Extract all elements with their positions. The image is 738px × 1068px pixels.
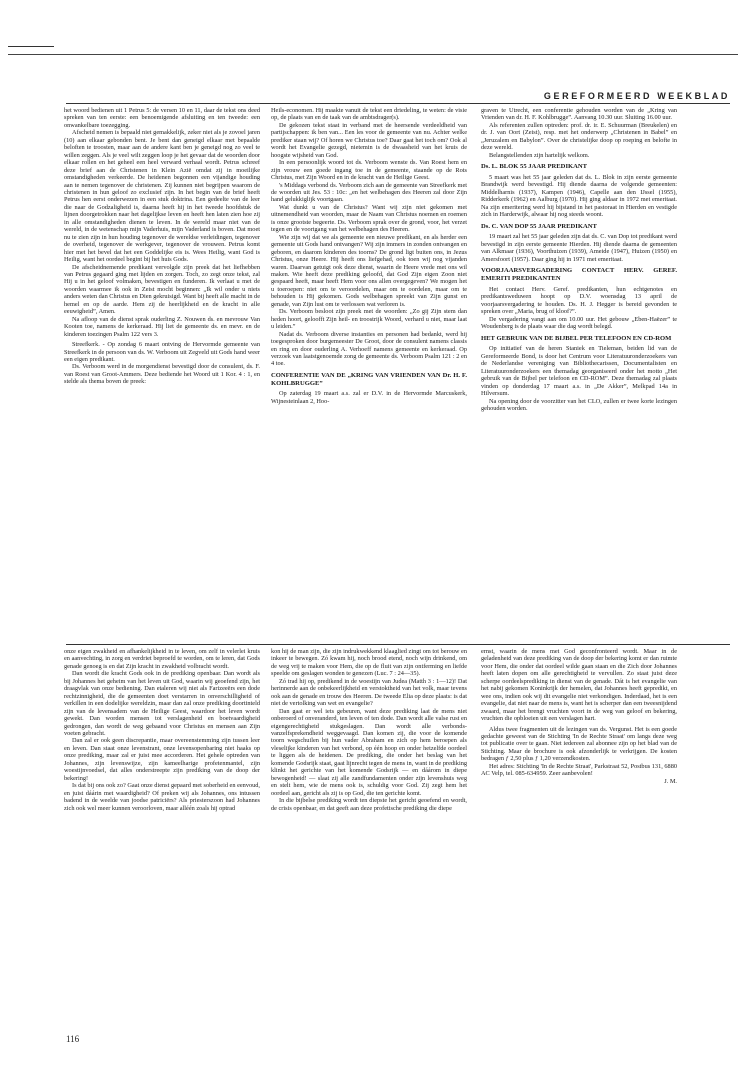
paragraph: Dan zal er ook geen discrepantie, maar overeenstemming zijn tussen leer en leven. Dan staat onze levenstrant, onze levensopenbaring niet haaks op onze prediking, maar zal er juist mee accorderen. Het gehele optreden van Johannes, zijn levenswijze, zijn kameelharige profetenmantel, zijn woestijnvoedsel, dat alles onderstreepte zijn prediking van de doop der bekering! [64, 737, 260, 782]
paragraph: In die bijbelse prediking wordt ten diepste het gericht geoefend en wordt, de crisis openbaar, en dat geeft aan deze profetische prediking die diepe [271, 797, 467, 812]
paragraph: Aldus twee fragmenten uit de lezingen van ds. Vergunst. Het is een goede gedachte geweest van de Stichting 'In de Rechte Straat' om langs deze weg tot publicatie over te gaan. Niet iedereen zal abonnee zijn op het blad van de Stichting. Maar de brochure is ook afzonderlijk te verkrijgen. De kosten bedragen ƒ 2,50 plus ƒ 1,20 verzendkosten. [481, 725, 677, 763]
section-heading: Ds. C. VAN DOP 55 JAAR PREDIKANT [481, 222, 597, 230]
author-initials: J. M. [664, 777, 677, 785]
paragraph: Na opening door de voorzitter van het CLO, zullen er twee korte lezingen gehouden worden. [481, 397, 677, 413]
paragraph: Zó trad hij op, predikend in de woestijn van Judea (Matth 3 : 1—12)! Dat herinnerde aan de onbekeerlijkheid en verstoktheid van het volk, maar tevens ook aan de genade en trouw des Heeren. De tweede Elia op deze plaats: is dat niet de vertolking van wet en evangelie? [271, 677, 467, 708]
paragraph: 5 maart was het 55 jaar geleden dat ds. L. Blok in zijn eerste gemeente Brandwijk werd bevestigd. Hij diende daarna de volgende gemeenten: Middelharnis (1937), Kampen (1946), Capelle aan den IJssel (1955), Ridderkerk (1962) en Aalburg (1970). Hij ging aldaar in 1972 met emeritaat. Na zijn emeritering werd hij bijstand in het pastoraat in Hierden en vestigde zich in Harderwijk, alwaar hij nog steeds woont. [481, 173, 677, 219]
paragraph: Wie zijn wij dat we als gemeente een nieuwe predikant, en als herder een gemeente uit Gods hand ontvangen? Wij zijn immers in zonden ontvangen en geboren, en daarom kinderen des toorns? De grond ligt buiten ons, in Jezus Christus, onze Heere. Hij heeft ons liefgehad, ook toen wij nog vijanden waren. Daarvan getuigt ook deze dienst, waarin de Heere vrede met ons wil maken. Wie heeft deze prediking geloofd, dat God Zijn eigen Zoon niet gespaard heeft, maar heeft Hem voor ons allen overgegeven? We mogen het u toeroepen: niet om te veroordelen, maar om te oordelen, maar om te behouden is Hij gekomen. Gods welbehagen spreekt van Zijn gunst en genade, van Zijn lust om te verlossen wat verloren is. [271, 233, 467, 308]
paragraph: Belangstellenden zijn hartelijk welkom. [489, 151, 590, 159]
paragraph: Wat dunkt u van de Christus? Want wij zijn niet gekomen met uitnemendheid van woorden, maar de Naam van Christus noemen en roemen is onze grootste begeerte. Ds. Verboom sprak over de grond, voor, het verzet tegen en de voortgang van het welbehagen des Heeren. [271, 203, 467, 234]
header-rule [66, 103, 730, 104]
column-bottom-1 [64, 648, 260, 1018]
column-top-2 [271, 107, 467, 639]
paragraph: Heils-economen. Hij maakte vanuit de tekst een driedeling, te weten: de visie op, de plaats van en de taak van de ambtsdrager(s). [271, 107, 467, 122]
paragraph: onze eigen zwakheid en afhankelijkheid in te leven, om zelf in velerlei kruis en aanvechting, in zorg en verdriet beproefd te worden, om te leren, dat Gods genade genoeg is en dat Zijn kracht in zwakheid volbracht wordt. [64, 648, 260, 670]
section-heading: CONFERENTIE VAN DE „KRING VAN VRIENDEN VAN Dr. H. F. KOHLBRUGGE” [271, 371, 467, 387]
column-bottom-3 [481, 648, 677, 1018]
top-rule-short [8, 46, 54, 47]
section-heading: HET GEBRUIK VAN DE BIJBEL PER TELEFOON EN CD-ROM [481, 334, 672, 342]
paragraph: De gekozen tekst staat in verband met de heersende verdeeldheid van partijschappen: ik ben van... Een les voor de gemeente van nu. Achter welke prediker staan wij? Of horen we Christus toe? Daar gaat het toch om? Ook al wordt het Evangelie gezegd, nietemin is de dwaasheid van het kruis de hoogste wijsheid van God. [271, 121, 467, 159]
paragraph: Het adres: Stichting 'In de Rechte Straat', Parkstraat 52, Postbus 131, 6880 AC Velp, tel. 085-634959. Zeer aanbevolen! [481, 762, 677, 778]
paragraph: Ds. Verboom besloot zijn preek met de woorden: „Zo gij Zijn stem dan heden hoort, geloofft Zijn heil- en troostrijk Woord, verhard u niet, maar laat u leiden.” [271, 308, 467, 331]
paragraph: De vergadering vangt aan om 10.00 uur. Het gebouw „Eben-Haëzer” te Woudenberg is de plaats waar die dag wordt belegd. [481, 315, 677, 331]
paragraph: In een persoonlijk woord tot ds. Verboom wenste ds. Van Roest hem en zijn vrouw een goede ingang toe in de gemeente, staande op de Rots Christus, met Zijn Woord en in de kracht van de Heilige Geest. [271, 159, 467, 182]
section-heading: Ds. L. BLOK 55 JAAR PREDIKANT [481, 163, 588, 171]
paragraph: Nadat ds. Verboom diverse instanties en personen had bedankt, werd hij toegesproken door burgemeester De Groot, door de consulent namens classis en ring en door ouderling A. Verhoeff namens gemeente en kerkeraad. Op verzoek van laatstgenoemde zong de gemeente ds. Verboom Psalm 121 : 2 en 4 toe. [271, 330, 467, 368]
paragraph: Als referenten zullen optreden: prof. dr. ir. E. Schuurman (Breukelen) en dr. J. van Oort (Zeist), resp. met het onderwerp „Christenen in Babel” en „Jeruzalem en Babylon”. Over de christelijke doop op roeping en belofte in deze wereld. [481, 121, 677, 152]
paragraph: Dan gaat er wel iets gebeuren, want deze prediking laat de mens niet onberoerd of onveranderd, ten leven of ten dode. Dan wordt alle valse rust en eigengerechtigheid stukgeslagen. Dan wordt alle verbonds-vanzelfsprekendheid weggevaagd. Dan komen zij, die voor de komende toorn wegschuilen bij hun vader Abraham en zich op hem beroepen als vleselijke kinderen van het verbond, op één hoop en onder hetzelfde oordeel te liggen als de heidenen. De prediking, die onder het beslag van het komende Godsrijk staat, gaat lijnrecht tegen de mens in, want in de prediking klinkt het gerichte van het komende Godsrijk — en dáárom in diepe bewogenheid! — slaat zij alle zandfundamenten onder zijn levenshuis weg en stelt hem, wie de mens ook is, schuldig voor God. Zij zegt hem het oordeel aan, gericht als zij is op God, die ten gerichte komt. [271, 707, 467, 797]
paragraph: De afscheidnemende predikant vervolgde zijn preek dat het liefhebben van Petrus gegaard ging met lijden en zorgen. Toch, zo zegt onze tekst, zal Hij u in het geloof volmaken, bevestigen en funderen. Ik verlaat u met de woorden waarmee ik ook in Zeist mocht beginnen: „Ik wil onder u niets anders weten dan Christus en Dien gekruisigd. Want bij heeft alle macht in de hemel en op de aarde. Hem zij de heerlijkheid en de kracht in alle eeuwigheid”, Amen. [64, 263, 260, 316]
column-top-3 [481, 107, 677, 639]
top-rule [8, 54, 738, 55]
paragraph: 19 maart zal het 55 jaar geleden zijn dat ds. C. van Dop tot predikant werd bevestigd in zijn eerste gemeente Hierden. Hij diende daarna de gemeenten van Alkmaar (1936), Voorthuizen (1939), Ameide (1947), Huizen (1950) en Amersfoort (1957). Daar ging hij in 1971 met emeritaat. [481, 233, 677, 263]
running-head: GEREFORMEERD WEEKBLAD [543, 91, 730, 101]
paragraph: Op initiatief van de heren Staniek en Tieleman, beiden lid van de Gereformeerde Bond, is door het Centrum voor Literatuuronderzoekers van de Nederlandse vereniging van Bibliothecarissen, Documentalisten en Literatuuronderzoekers een themadag georganiseerd onder het motto „Het gebruik van de Bijbel per telefoon en CD-ROM”. Deze themadag zal plaats vinden op donderdag 17 maart a.s. in „De Akker”, Melkpad 14a in Hilversum. [481, 345, 677, 398]
page-number: 116 [66, 1034, 80, 1044]
section-divider [66, 644, 730, 645]
paragraph: Op zaterdag 19 maart a.s. zal er D.V. in de Hervormde Marcuskerk, Wijnesteinlaan 2, Hoo- [271, 390, 467, 405]
column-bottom-2 [271, 648, 467, 1018]
paragraph: Afscheid nemen is bepaald niet gemakkelijk, zeker niet als je zovoel jaren (10) aan elkaar gebonden bent. Je bent dan geneigd elkaar met bepaalde beloften te troosten, maar aan de andere kant ben je geneigd nog zo veel te willen zeggen. Als je veel wilt zeggen loop je het gevaar dat de woorden door elkaar rollen en het geheel een heel verward verhaal wordt. Petrus schreef deze brief aan de Christenen in Klein Azië omdat zij in moeilijke omstandigheden verkeerde. De heidenen begonnen een vijandige houding aan te nemen tegenover de christenen. Zij kunnen niet begrijpen waarom de christenen in hun geloof zo exclusief zijn. In het begin van de brief heeft Petrus hen eerst onderwezen in een stuk doktrina. Een gedeelte van de leer die naar de Godzaligheid is, daarna heeft hij in het tweede hoofdstuk de lijnen doorgetrokken naar het dagelijkse leven en heeft hen laten zien hoe zij in alle omstandigheden dienen te leven. In de wereld maar niet van de wereld, in de wetenschap mijn Vaderhuis, mijn Vaderland is boven. Dat moet nu te zien zijn in hun houding tegenover de wereldse verleidingen, tegenover de overheid, tegenover de werkgever, tegenover de vrouwen. Petrus komt hier met het bevel dat het een Goddelijke eis is. Wees Heilig, want God is Heilig, want het oordeel begint bij het huis Gods. [64, 129, 260, 264]
column-top-1 [64, 107, 260, 639]
paragraph: Ds. Verboom werd in de morgendienst bevestigd door de consulent, ds. F. van Roest van Groot-Ammers. Deze bediende het Woord uit 1 Kor. 4 : 1, en stelde als thema boven de preek: [64, 363, 260, 386]
paragraph: Dan wordt die kracht Gods ook in de prediking openbaar. Dan wordt als bij Johannes het geheim van het leven uit God, waarin wij geoefend zijn, het draagvlak van onze bediening. Dan etaleren wij niet als Farizeeërs een dode rechtzinnigheid, die de gemeenten doet verstarren in onverschilligheid of verkillen in een dodelijke wereldzin, maar dan zal onze prediking doortinteld zijn van de levensadem van de Heilige Geest, waardoor het leven wordt gewekt. Dan worden mensen tot verslagenheid en boetvaardigheid gedrongen, dan wordt de weg gebaand voor Christus en mensen aan Zijn voeten gebracht. [64, 670, 260, 737]
paragraph: Het contact Herv. Geref. predikanten, hun echtgenotes en predikantsweduwen hoopt op D.V. woensdag 13 april de voorjaarsvergadering te houden. Ds. H. J. Hegger is bereid gevonden te spreken over „Maria, brug of kloof?”. [481, 285, 677, 316]
paragraph: het woord bedienen uit 1 Petrus 5: de versen 10 en 11, daar de tekst ons deed spreken van ten eerste: een benoemigende afsluiting en ten tweede: een onwankelbare toezegging. [64, 107, 260, 129]
paragraph: Na afloop van de dienst sprak ouderling Z. Nouwen ds. en mevrouw Van Kooten toe, namens de kerkeraad. Hij liet de gemeente ds. en mevr. en de kinderen toezingen Psalm 122 vers 3. [64, 315, 260, 338]
paragraph: graven te Utrecht, een conferentie gehouden worden van de „Kring van Vrienden van dr. H. F. Kohlbrugge”. Aanvang 10.30 uur. Sluiting 16.00 uur. [481, 107, 677, 122]
paragraph: kon hij de man zijn, die zijn indrukwekkend klaaglied zingt om tot berouw en inkeer te bewegen. Zó kwam hij, noch brood etend, noch wijn drinkend, om de weg vrij te maken voor Hem, die op de fluit van zijn ontferming en liefde speelde om geslagen wonden te genezen (Luc. 7 : 24—35). [271, 648, 467, 678]
paragraph: 's Middags verbond ds. Verboom zich aan de gemeente van Streefkerk met de woorden uit Jes. 53 : 10c: „en het welbehagen des Heeren zal door Zijn hand gelukkiglijk voortgaan. [271, 181, 467, 204]
section-heading: VOORJAARSVERGADERING CONTACT HERV. GEREF. EMERITI PREDIKANTEN [481, 267, 677, 283]
paragraph: ernst, waarin de mens met God geconfronteerd wordt. Maar in de geladenheid van deze prediking van de doop der bekering komt er dan ruimte voor Hem, die onder dat oordeel wilde gaan staan en die Zich door Johannes heeft laten dopen om alle gerechtigheid te vervullen. Zo staat juist deze scherpe oordeelsprediking in dienst van de genade. Dát is het evangelie van het nabij gekomen Koninkrijk der hemelen, dat Johannes heeft gepredikt, en wee ons, indien ook wij dit evangelie niet verkondigen. Inderdaad, het is een evangelie, dat niet naar de mens is, want het is scherper dan een tweesnijdend zwaard, maar het brengt vruchten voort in de weg van geloof en bekering, vruchten die opbloeien uit een verslagen hart. [481, 648, 677, 723]
paragraph: Streefkerk. - Op zondag 6 maart ontving de Hervormde gemeente van Streefkerk in de persoon van ds. W. Verboom uit Zegveld uit Gods hand weer een eigen predikant. [64, 341, 260, 363]
paragraph: Is dat bij ons ook zo? Gaat onze dienst gepaard met soberheid en eenvoud, en juist dáárin met waardigheid? Of preken wij als Johannes, ons intussen badend in de weelde van joodse patriciërs? Als priesterszoon had Johannes zich ook wel meer kunnen veroorloven, maar alléén zoals hij optrad [64, 782, 260, 812]
